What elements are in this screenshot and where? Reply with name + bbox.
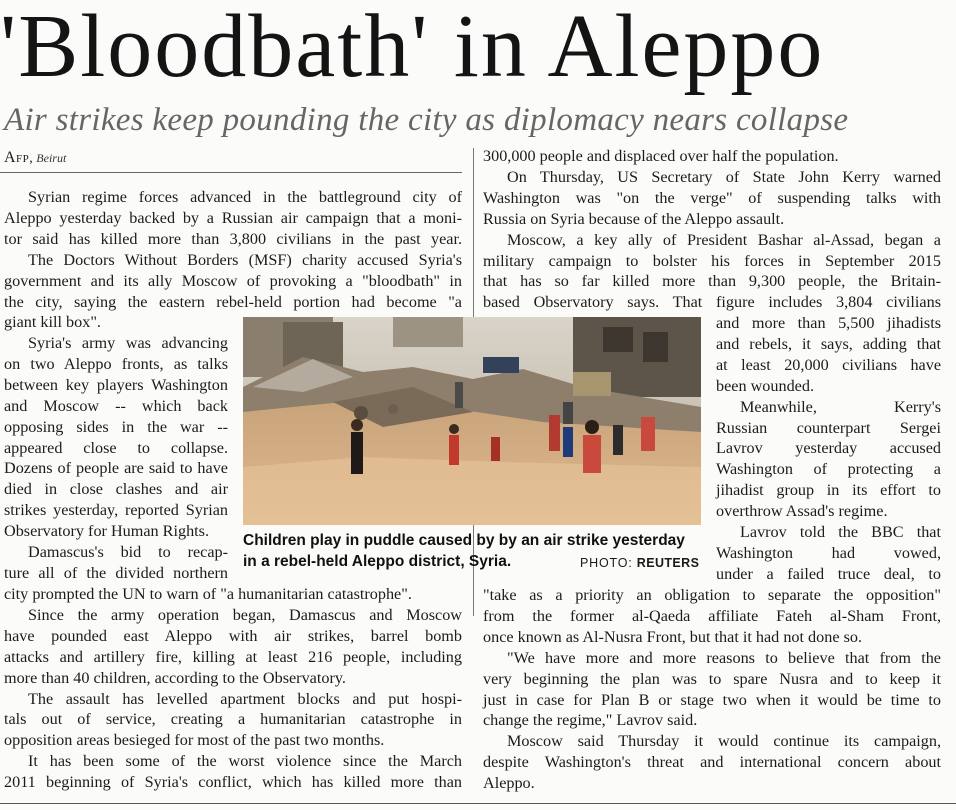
news-photo xyxy=(243,317,701,525)
text-line: been wounded. xyxy=(716,376,814,395)
subheadline: Air strikes keep pounding the city as diplomacy nears collapse xyxy=(4,102,849,138)
text-line: tor said has killed more than 3,800 civilians in the past year. xyxy=(4,229,462,248)
text-line: Lavrov yesterday accused xyxy=(716,439,941,458)
credit-label: PHOTO: xyxy=(580,556,633,570)
right-column-bottom xyxy=(483,585,941,794)
text-line: Meanwhile, Kerry's xyxy=(740,397,941,416)
text-line: jihadist group in its effort to xyxy=(716,481,941,500)
text-line: opposing sides in the war -- xyxy=(4,417,228,436)
text-line: from the former al-Qaeda affiliate Fateh al-Sham Front, xyxy=(483,606,941,625)
text-line: based Observatory says. That figure includes 3,804 civilians xyxy=(483,293,941,312)
text-line: Russian counterpart Sergei xyxy=(716,418,941,437)
text-line: ture all of the divided northern xyxy=(4,563,228,582)
text-line: Lavrov told the BBC that xyxy=(740,523,941,542)
text-line: and more than 5,500 jihadists xyxy=(716,314,941,332)
text-line: between key players Washington xyxy=(4,375,228,394)
text-line: The Doctors Without Borders (MSF) charity accused Syria's xyxy=(28,250,462,269)
text-line: tals out of service, creating a humanitarian catastrophe in xyxy=(4,710,462,729)
text-line: Aleppo. xyxy=(483,774,535,793)
text-line: the city, saying the eastern rebel-held portion had become "a xyxy=(4,292,462,311)
text-line: Washington had vowed, xyxy=(716,543,941,562)
text-line: 2011 beginning of Syria's conflict, which has killed more than xyxy=(4,773,462,792)
text-line: "take as a priority an obligation to separate the opposition" xyxy=(483,586,941,604)
text-line: Russia on Syria because of the Aleppo assault. xyxy=(483,209,785,228)
text-line: military campaign to bolster his forces in September 2015 xyxy=(483,251,941,270)
left-column-beside-photo xyxy=(4,333,228,584)
left-column-bottom xyxy=(4,584,462,793)
text-line: Dozens of people are said to have xyxy=(4,459,228,478)
bottom-rule xyxy=(0,803,956,804)
text-line: have pounded east Aleppo with air strikes, barrel bomb xyxy=(4,626,462,645)
left-column-top xyxy=(4,187,462,333)
text-line: once known as Al-Nusra Front, but that it had not done so. xyxy=(483,627,863,646)
text-line: Washington was "on the verge" of suspending talks with xyxy=(483,188,941,207)
text-line: It has been some of the worst violence since the March xyxy=(28,752,462,771)
text-line: change the regime," Lavrov said. xyxy=(483,711,698,730)
text-line: despite Washington's threat and international concern about xyxy=(483,753,941,772)
text-line: On Thursday, US Secretary of State John Kerry warned xyxy=(507,167,941,186)
photo-credit xyxy=(580,556,699,570)
caption-line: in a rebel-held Aleppo district, Syria. xyxy=(243,553,512,570)
text-line: Syrian regime forces advanced in the battleground city of xyxy=(28,188,462,206)
text-line: opposition areas besieged for most of the past two months. xyxy=(4,731,385,750)
text-line: that has so far killed more than 9,300 people, the Britain- xyxy=(483,272,941,291)
credit-source: REUTERS xyxy=(636,556,700,570)
byline-dateline: Beirut xyxy=(36,151,67,165)
right-column-beside-photo xyxy=(716,313,941,585)
text-line: just in case for Plan B or stage two when it would be time to xyxy=(483,690,941,709)
text-line: Washington of protecting a xyxy=(716,460,941,479)
caption-line: Children play in puddle caused by by an air strike yesterday xyxy=(243,532,685,549)
text-line: died in close clashes and air xyxy=(4,480,228,499)
text-line: more than 40 children, according to the Observatory. xyxy=(4,668,346,687)
text-line: strikes yesterday, reported Syrian xyxy=(4,501,228,520)
text-line: and Moscow -- which back xyxy=(4,396,228,415)
text-line: Damascus's bid to recap- xyxy=(28,543,228,562)
text-line: appeared close to collapse. xyxy=(4,438,228,457)
text-line: Since the army operation began, Damascus and Moscow xyxy=(28,605,462,624)
byline: Afp, Beirut xyxy=(4,149,67,166)
text-line: Aleppo yesterday backed by a Russian air campaign that a moni- xyxy=(4,208,462,227)
text-line: 300,000 people and displaced over half the population. xyxy=(483,147,839,165)
text-line: under a failed truce deal, to xyxy=(716,564,941,583)
text-line: Moscow said Thursday it would continue its campaign, xyxy=(507,732,941,751)
text-line: very beginning the plan was to spare Nusra and to keep it xyxy=(483,669,941,688)
text-line: city prompted the UN to warn of "a humanitarian catastrophe". xyxy=(4,585,412,603)
text-line: attacks and artillery fire, killing at least 216 people, including xyxy=(4,647,462,666)
text-line: The assault has levelled apartment blocks and put hospi- xyxy=(28,689,462,708)
text-line: government and its ally Moscow of provoking a "bloodbath" in xyxy=(4,271,462,290)
byline-agency: Afp xyxy=(4,149,30,166)
text-line: Syria's army was advancing xyxy=(28,334,228,352)
headline: 'Bloodbath' in Aleppo xyxy=(0,0,825,96)
byline-rule xyxy=(0,172,462,173)
text-line: giant kill box". xyxy=(4,313,101,332)
text-line: overthrow Assad's regime. xyxy=(716,502,888,521)
right-column-top xyxy=(483,146,941,313)
text-line: on two Aleppo fronts, as talks xyxy=(4,354,228,373)
text-line: Observatory for Human Rights. xyxy=(4,522,210,541)
text-line: and rebels, it says, adding that xyxy=(716,334,941,353)
text-line: at least 20,000 civilians have xyxy=(716,355,941,374)
text-line: Moscow, a key ally of President Bashar al-Assad, began a xyxy=(507,230,941,249)
text-line: "We have more and more reasons to believe that from the xyxy=(507,648,941,667)
photo-illustration xyxy=(243,317,701,525)
